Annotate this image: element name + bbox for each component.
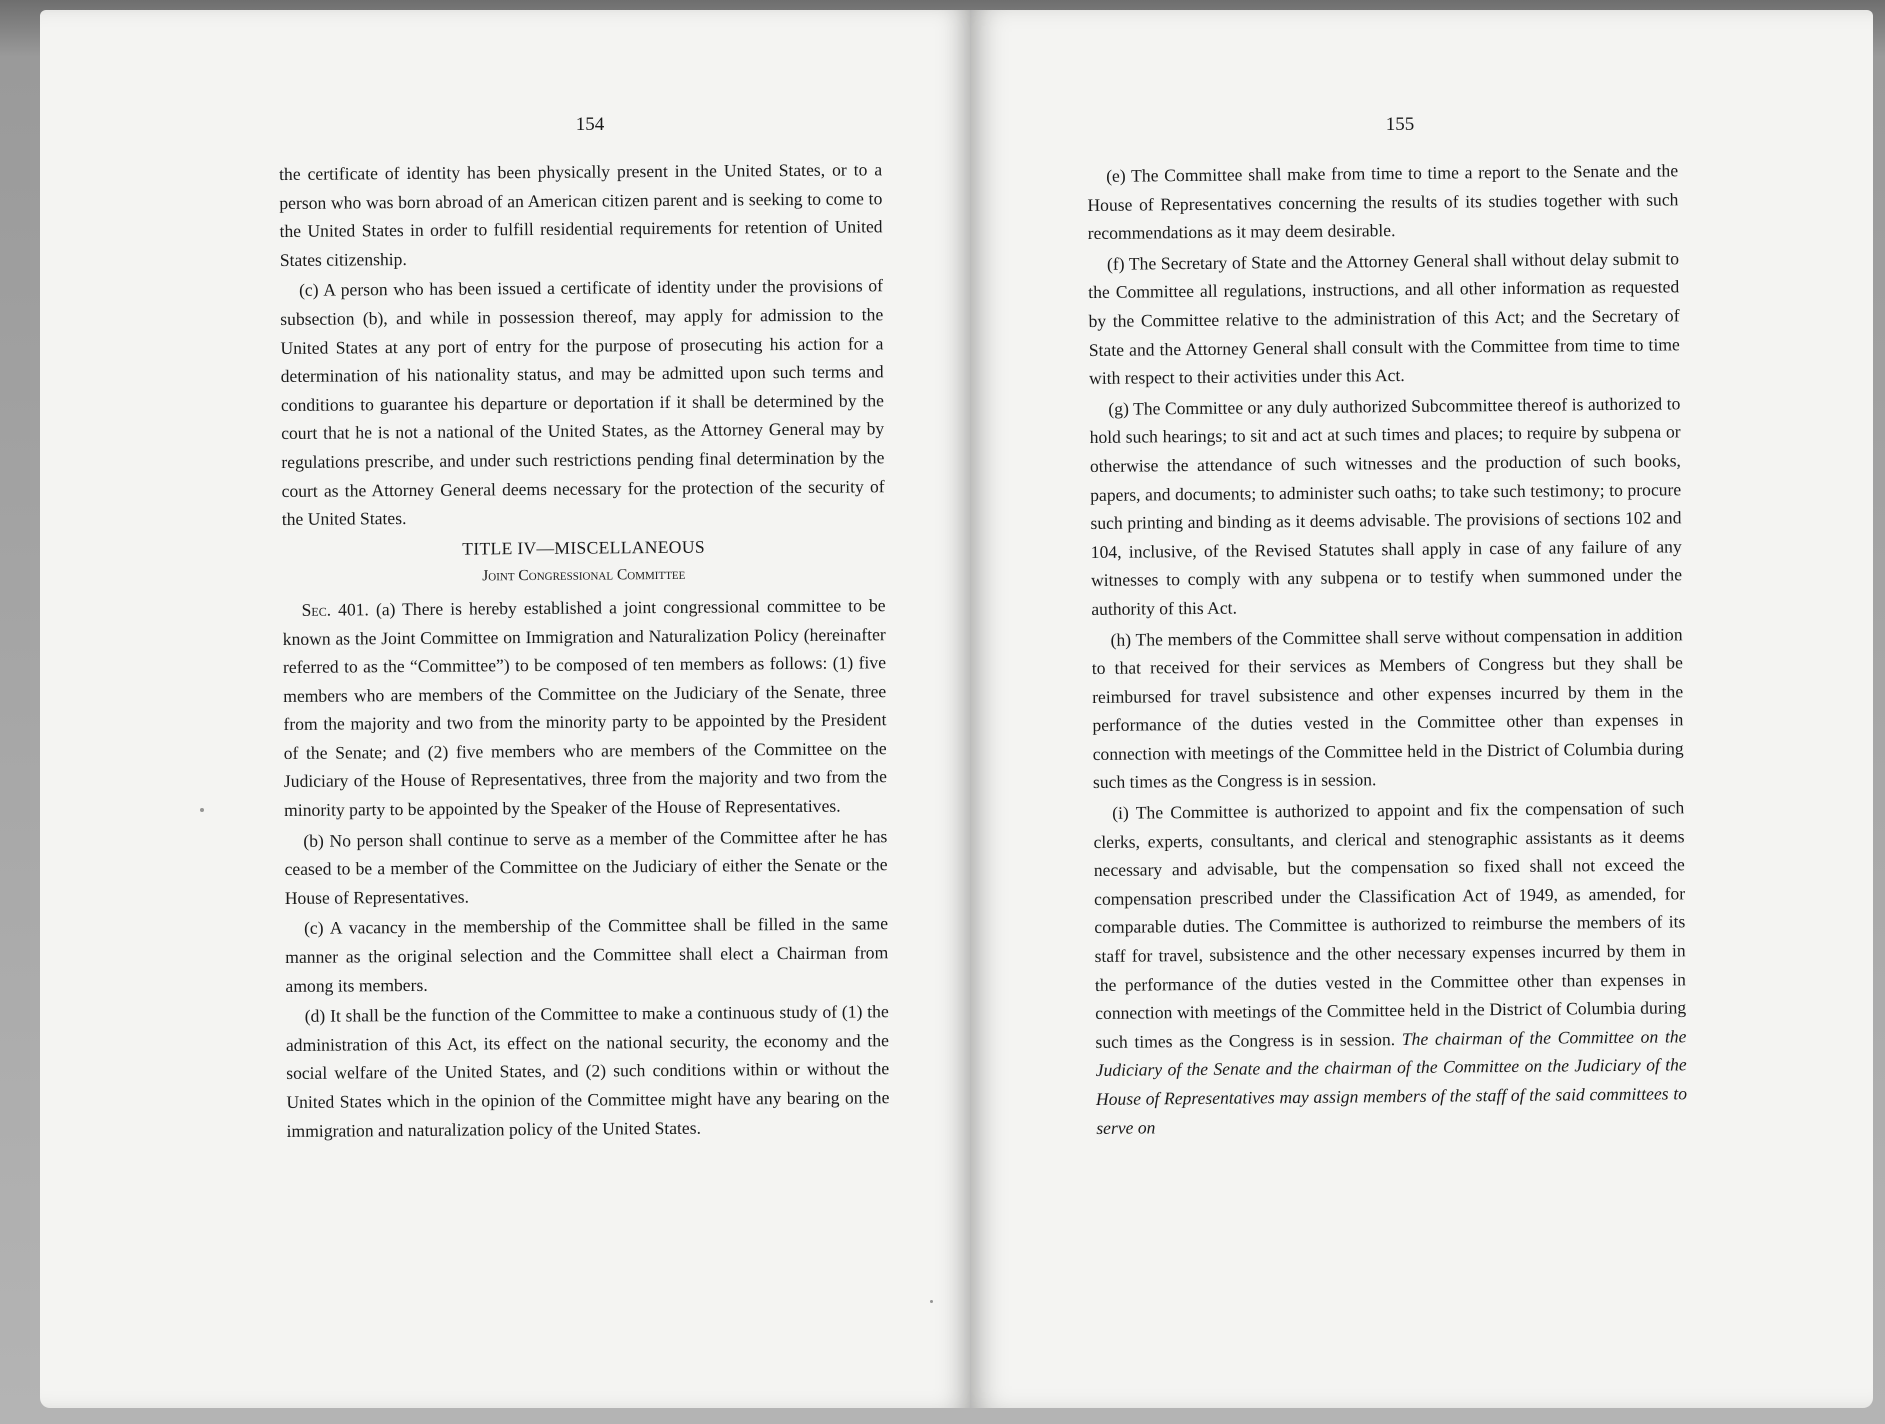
title-heading: TITLE IV—MISCELLANEOUS [462, 536, 705, 559]
section-subtitle: Joint Congressional Committee [482, 566, 686, 585]
paragraph: (e) The Committee shall make from time to time a report to the Senate and the House of Representatives concerning the results of its studies together with such recommendations as it may deem desirable. [1087, 160, 1679, 244]
paragraph: (c) A person who has been issued a certificate of identity under the provisions of subsection (b), and while in possession thereof, may apply for admission to the United States at any port of entry for the purpose of prosecuting his action for a determination of his nationality status, and may be admitted upon such terms and conditions to guarantee his departure or deportation if it shall be determined by the court that he is not a national of the United States, as the Attorney General may by regulations prescribe, and under such restrictions pending final determination by the court as the Attorney General deems necessary for the protection of the security of the United States. [280, 275, 885, 530]
scan-speck [200, 808, 204, 812]
paragraph-text: (i) The Committee is authorized to appoint and fix the compensation of such clerks, experts, consultants, and clerical and stenographic assistants as it deems necessary and advisable, but the compensation so fixed shall not exceed the compensation prescribed under the Classification Act of 1949, as amended, for comparable duties. The Committee is authorized to reimburse the members of its staff for travel, subsistence and the other necessary expenses incurred by them in the performance of the duties vested in the Committee other than expenses in connection with meetings of the Committee held in the District of Columbia during such times as the Congress is in session. [1093, 797, 1687, 1052]
paragraph: (f) The Secretary of State and the Attorney General shall without delay submit to the Committee all regulations, instructions, and all other information as requested by the Committee relative to the administration of this Act; and the Secretary of State and the Attorney General shall consult with the Committee from time to time with respect to their activities under this Act. [1088, 248, 1680, 389]
left-page [40, 10, 970, 1408]
paragraph: (b) No person shall continue to serve as a member of the Committee after he has ceased to be a member of the Committee on the Judiciary of either the Senate or the House of Representatives. [284, 825, 888, 908]
paragraph: (g) The Committee or any duly authorized Subcommittee thereof is authorized to hold such hearings; to sit and act at such times and places; to require by subpena or otherwise the attendance of such witnesses and the production of such books, papers, and documents; to administer such oaths; to take such testimony; to procure such printing and binding as it deems advisable. The provisions of sections 102 and 104, inclusive, of the Revised Statutes shall apply in case of any failure of any witnesses to comply with any subpena or to testify when summoned under the authority of this Act. [1089, 393, 1683, 619]
paragraph [1093, 793, 1687, 1142]
paragraph-italic-text: The chairman of the Committee on the Judiciary of the Senate and the chairman of the Committee on the Judiciary of the House of Representatives may assign members of the staff of the said committees to serve on [1095, 1026, 1688, 1138]
right-page-text [1087, 156, 1687, 1144]
page-number-left: 154 [575, 114, 605, 135]
left-page-text [279, 155, 890, 1147]
paragraph [282, 591, 887, 824]
paragraph-text: 401. (a) There is hereby established a joint congressional committee to be known as the Joint Committee on Immigration and Naturalization Policy (hereinafter referred to as the “Committee”) to be composed of ten members as follows: (1) five members who are members of the Committee on the Judiciary of the Senate, three from the majority and two from the minority party to be appointed by the President of the Senate; and (2) five members who are members of the Committee on the Judiciary of the House of Representatives, three from the majority and two from the minority party to be appointed by the Speaker of the House of Representatives. [282, 595, 887, 821]
paragraph: (c) A vacancy in the membership of the Committee shall be filled in the same manner as the original selection and the Committee shall elect a Chairman from among its members. [285, 913, 889, 996]
paragraph: the certificate of identity has been physically present in the United States, or to a person who was born abroad of an American citizen parent and is seeking to come to the United States in order to fulfill residential requirements for retention of United States citizenship. [279, 159, 883, 270]
scan-speck [930, 1300, 933, 1303]
paragraph: (d) It shall be the function of the Committee to make a continuous study of (1) the administration of this Act, its effect on the national security, the economy and the social welfare of the United States, and (2) such conditions within or without the United States which in the opinion of the Committee might have any bearing on the immigration and naturalization policy of the United States. [285, 1001, 890, 1141]
section-label: Sec. [301, 599, 332, 620]
page-number-right: 155 [1385, 114, 1415, 135]
right-page [970, 10, 1873, 1408]
paragraph: (h) The members of the Committee shall serve without compensation in addition to that received for their services as Members of Congress but they shall be reimbursed for travel subsistence and other expenses incurred by them in the performance of the duties vested in the Committee other than expenses in connection with meetings of the Committee held in the District of Columbia during such times as the Congress is in session. [1091, 623, 1684, 793]
